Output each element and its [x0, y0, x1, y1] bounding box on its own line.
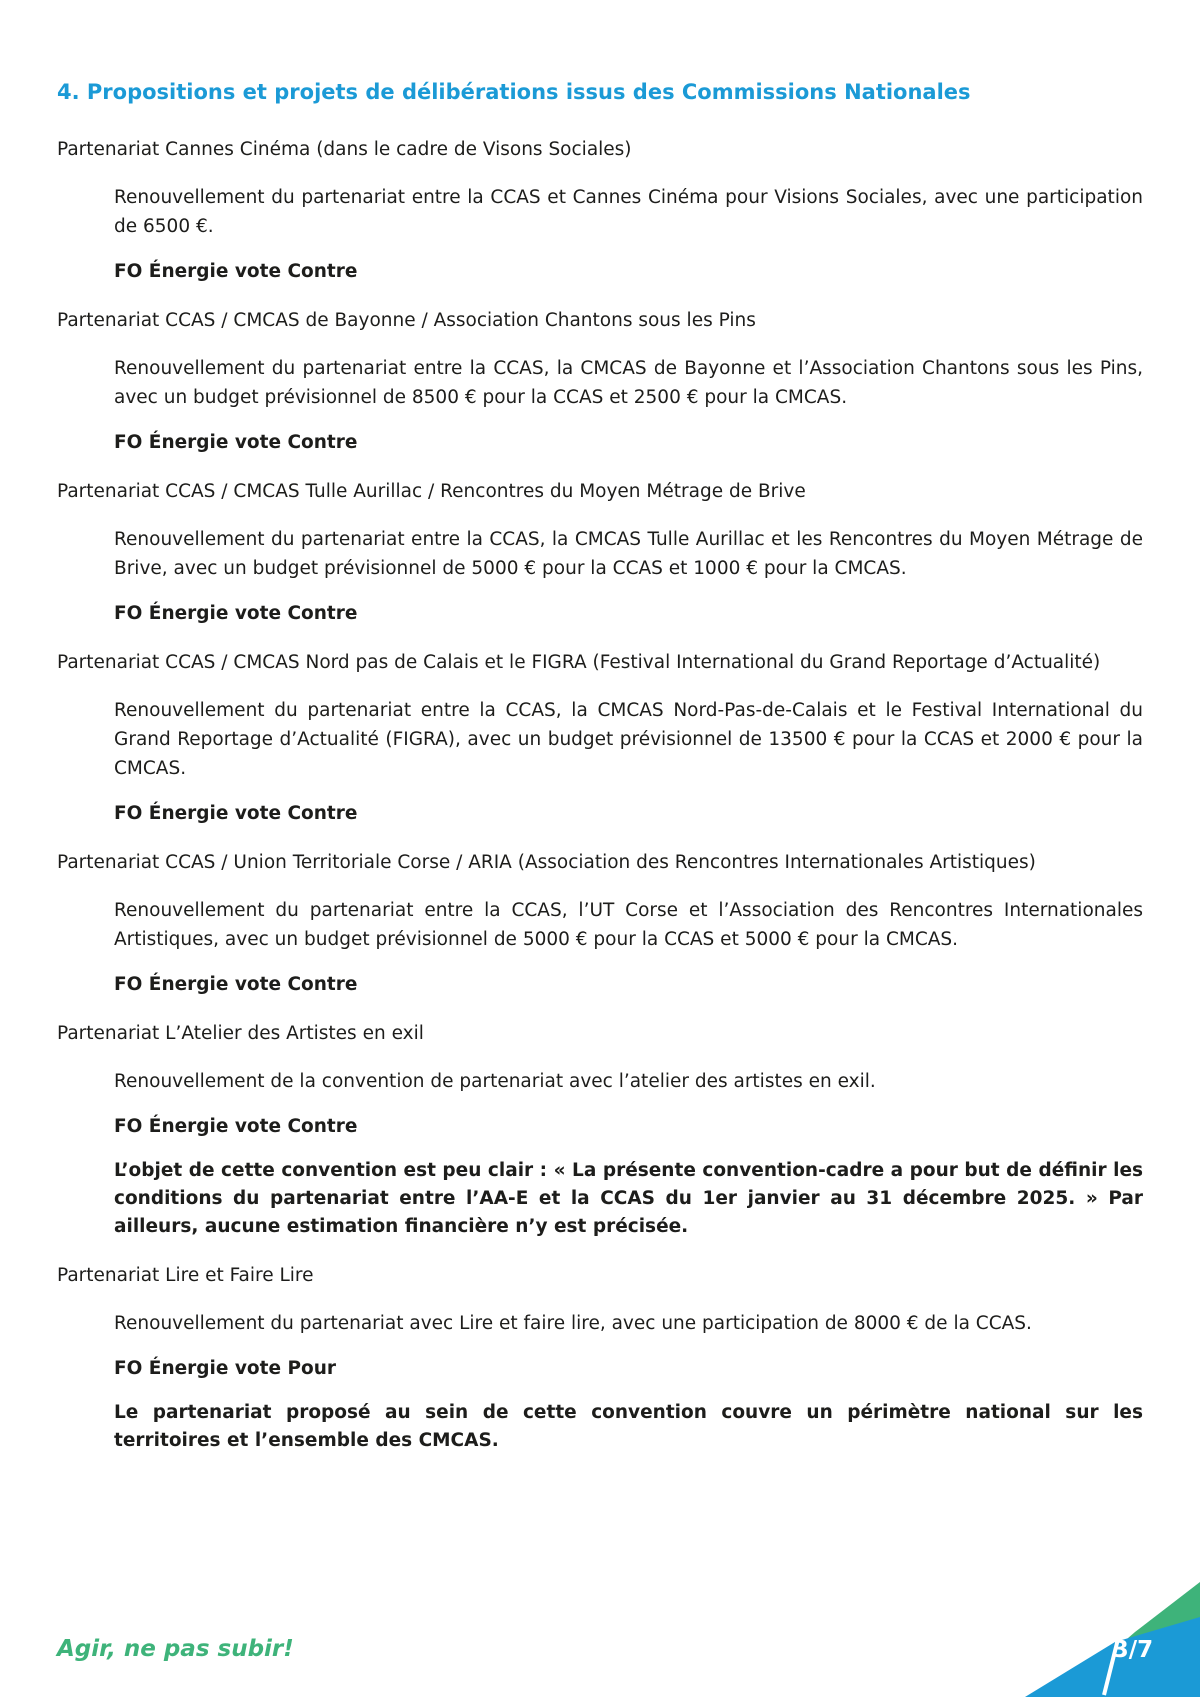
page-number: 3/7	[1112, 1637, 1154, 1663]
vote-statement: FO Énergie vote Contre	[114, 261, 358, 282]
partnership-item	[57, 135, 1143, 286]
partnership-item	[57, 1019, 1143, 1241]
partnership-description: Renouvellement du partenariat entre la CCAS, l’UT Corse et l’Association des Rencontres Internationales Artistiques, avec un budget prévisionnel de 5000 € pour la CCAS et 5000 € pour la CMCAS.	[114, 900, 1143, 950]
section-title: 4. Propositions et projets de délibérations issus des Commissions Nationales	[57, 80, 971, 104]
partnership-item	[57, 306, 1143, 457]
partnership-description: Renouvellement du partenariat entre la CCAS, la CMCAS Tulle Aurillac et les Rencontres du Moyen Métrage de Brive, avec un budget prévisionnel de 5000 € pour la CCAS et 1000 € pour la CMCAS.	[114, 529, 1143, 579]
partnership-item	[57, 477, 1143, 628]
partnership-heading: Partenariat Lire et Faire Lire	[57, 1265, 314, 1286]
partnership-item	[57, 848, 1143, 999]
vote-statement: FO Énergie vote Pour	[114, 1358, 337, 1379]
partnership-heading: Partenariat CCAS / Union Territoriale Corse / ARIA (Association des Rencontres Internationales Artistiques)	[57, 852, 1036, 873]
partnership-heading: Partenariat CCAS / CMCAS de Bayonne / Association Chantons sous les Pins	[57, 310, 756, 331]
vote-statement: FO Énergie vote Contre	[114, 432, 358, 453]
footer-slogan: Agir, ne pas subir!	[57, 1636, 294, 1662]
partnership-description: Renouvellement du partenariat entre la CCAS, la CMCAS Nord-Pas-de-Calais et le Festival International du Grand Reportage d’Actualité (FIGRA), avec un budget prévisionnel de 13500 € pour la CCAS et 2000 € pour la CMCAS.	[114, 700, 1143, 779]
vote-statement: FO Énergie vote Contre	[114, 603, 358, 624]
partnership-heading: Partenariat CCAS / CMCAS Tulle Aurillac / Rencontres du Moyen Métrage de Brive	[57, 481, 806, 502]
partnership-heading: Partenariat CCAS / CMCAS Nord pas de Calais et le FIGRA (Festival International du Grand Reportage d’Actualité)	[57, 652, 1101, 673]
partnership-description: Renouvellement du partenariat avec Lire et faire lire, avec une participation de 8000 € de la CCAS.	[114, 1313, 1032, 1334]
vote-comment: Le partenariat proposé au sein de cette convention couvre un périmètre national sur les territoires et l’ensemble des CMCAS.	[114, 1402, 1143, 1451]
vote-statement: FO Énergie vote Contre	[114, 1116, 358, 1137]
vote-comment: L’objet de cette convention est peu clair : « La présente convention-cadre a pour but de définir les conditions du partenariat entre l’AA-E et la CCAS du 1er janvier au 31 décembre 2025. » Par ailleurs, aucune estimation financière n’y est précisée.	[114, 1160, 1143, 1237]
partnership-item	[57, 1261, 1143, 1455]
partnership-item	[57, 648, 1143, 828]
corner-decoration	[1000, 1547, 1200, 1697]
partnership-description: Renouvellement du partenariat entre la CCAS et Cannes Cinéma pour Visions Sociales, avec une participation de 6500 €.	[114, 187, 1143, 237]
vote-statement: FO Énergie vote Contre	[114, 974, 358, 995]
items-list	[57, 135, 1143, 1475]
vote-statement: FO Énergie vote Contre	[114, 803, 358, 824]
partnership-heading: Partenariat L’Atelier des Artistes en exil	[57, 1023, 424, 1044]
partnership-description: Renouvellement du partenariat entre la CCAS, la CMCAS de Bayonne et l’Association Chantons sous les Pins, avec un budget prévisionnel de 8500 € pour la CCAS et 2500 € pour la CMCAS.	[114, 358, 1143, 408]
partnership-description: Renouvellement de la convention de partenariat avec l’atelier des artistes en exil.	[114, 1071, 876, 1092]
partnership-heading: Partenariat Cannes Cinéma (dans le cadre de Visons Sociales)	[57, 139, 632, 160]
